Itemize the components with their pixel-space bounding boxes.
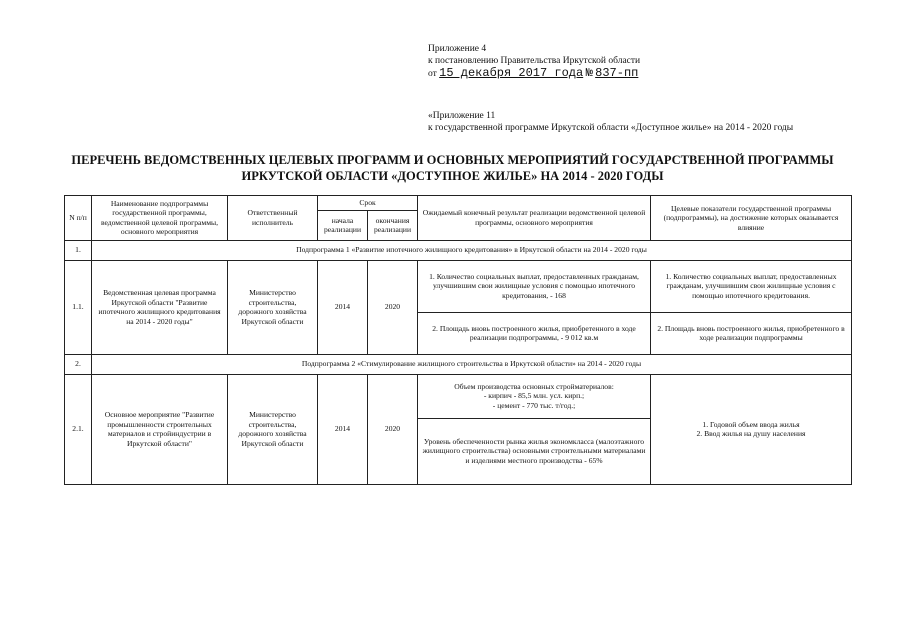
appendix-4-header <box>428 43 640 80</box>
item-indicator <box>651 374 852 484</box>
item-start-year: 2014 <box>318 260 368 354</box>
item-indicator: 2. Площадь вновь построенного жилья, приобретенного в ходе реализации подпрограммы <box>651 312 852 354</box>
item-name: Ведомственная целевая программа Иркутской области "Развитие ипотечного жилищного кредитования на 2014 - 2020 годы" <box>92 260 228 354</box>
resolution-date: 15 декабря 2017 года <box>439 66 584 80</box>
table-row <box>65 260 852 312</box>
header-term: Срок <box>318 196 418 211</box>
item-start-year: 2014 <box>318 374 368 484</box>
item-executor: Министерство строительства, дорожного хозяйства Иркутской области <box>228 260 318 354</box>
item-indicator: 1. Количество социальных выплат, предоставленных гражданам, улучшившим свои жилищные условия с помощью ипотечного кредитования. <box>651 260 852 312</box>
header-result: Ожидаемый конечный результат реализации ведомственной целевой программы, основного мероприятия <box>418 196 651 241</box>
item-end-year: 2020 <box>368 374 418 484</box>
date-prefix: от <box>428 69 437 79</box>
item-end-year: 2020 <box>368 260 418 354</box>
resolution-number: 837-пп <box>595 66 639 80</box>
indicator-line-2: 2. Ввод жилья на душу населения <box>696 429 806 438</box>
resolution-date-line <box>428 67 640 80</box>
program-reference-line: к государственной программе Иркутской области «Доступное жилье» на 2014 - 2020 годы <box>428 123 794 133</box>
header-name: Наименование подпрограммы государственной программы, ведомственной целевой программы, основного мероприятия <box>92 196 228 241</box>
result-a-title: Объем производства основных стройматериалов: <box>454 381 614 391</box>
title-line-1: ПЕРЕЧЕНЬ ВЕДОМСТВЕННЫХ ЦЕЛЕВЫХ ПРОГРАММ И ОСНОВНЫХ МЕРОПРИЯТИЙ ГОСУДАРСТВЕННОЙ ПРОГРАММЫ <box>71 153 834 167</box>
result-a-line-1: - кирпич - 85,5 млн. усл. кирп.; <box>483 391 585 401</box>
header-executor: Ответственный исполнитель <box>228 196 318 241</box>
header-start: начала реализации <box>318 210 368 240</box>
item-num: 1.1. <box>65 260 92 354</box>
programs-table <box>64 195 852 485</box>
item-executor: Министерство строительства, дорожного хозяйства Иркутской области <box>228 374 318 484</box>
section-title: Подпрограмма 1 «Развитие ипотечного жилищного кредитования» в Иркутской области на 2014 - 2020 годы <box>92 240 852 260</box>
title-line-2: ИРКУТСКОЙ ОБЛАСТИ «ДОСТУПНОЕ ЖИЛЬЕ» НА 2014 - 2020 ГОДЫ <box>241 169 664 183</box>
section-row <box>65 354 852 374</box>
section-title: Подпрограмма 2 «Стимулирование жилищного строительства в Иркутской области» на 2014 - 2020 годы <box>92 354 852 374</box>
header-indicators: Целевые показатели государственной программы (подпрограммы), на достижение которых оказывается влияние <box>651 196 852 241</box>
item-result: 1. Количество социальных выплат, предоставленных гражданам, улучшившим свои жилищные условия с помощью ипотечного кредитования, - 168 <box>418 260 651 312</box>
document-title <box>40 152 865 184</box>
item-name: Основное мероприятие "Развитие промышленности строительных материалов и стройиндустрии в Иркутской области" <box>92 374 228 484</box>
item-result: 2. Площадь вновь построенного жилья, приобретенного в ходе реализации подпрограммы, - 9 012 кв.м <box>418 312 651 354</box>
header-num: N п/п <box>65 196 92 241</box>
item-num: 2.1. <box>65 374 92 484</box>
number-sign: № <box>585 66 593 80</box>
appendix-11-header <box>428 110 793 134</box>
header-end: окончания реализации <box>368 210 418 240</box>
item-result-b: Уровень обеспеченности рынка жилья экономкласса (малоэтажного жилищного строительства) основными строительными материалами и изделиями местного производства - 65% <box>418 418 651 484</box>
resolution-line: к постановлению Правительства Иркутской области <box>428 56 641 66</box>
appendix-4-line: Приложение 4 <box>428 44 487 54</box>
header-row <box>65 196 852 211</box>
item-result-a <box>418 374 651 418</box>
table-row <box>65 374 852 418</box>
appendix-11-line: «Приложение 11 <box>428 111 496 121</box>
section-num: 2. <box>65 354 92 374</box>
indicator-line-1: 1. Годовой объем ввода жилья <box>702 419 800 429</box>
section-row <box>65 240 852 260</box>
result-a-line-2: - цемент - 770 тыс. т/год.; <box>492 400 576 410</box>
section-num: 1. <box>65 240 92 260</box>
